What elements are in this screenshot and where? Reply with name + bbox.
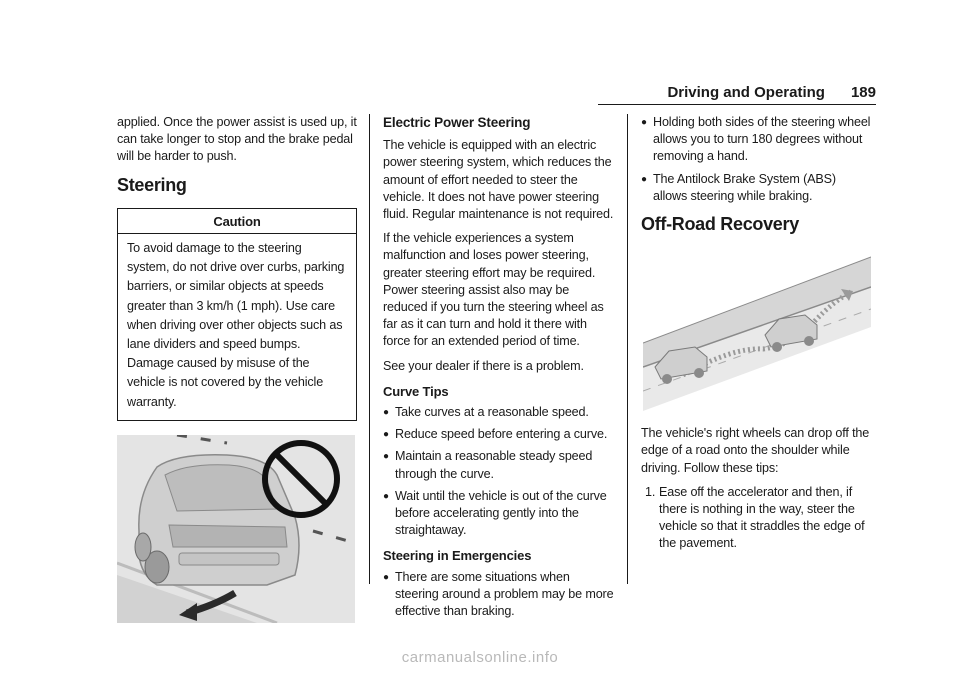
caution-text: To avoid damage to the steering system, do not drive over curbs, parking barriers, or similar objects at speeds greater than 3 km/h (1 mph). Use care when driving over other objects such as lane dividers and speed bumps. Damage caused by misuse of the vehicle is not covered by the vehicle warranty. — [127, 241, 345, 409]
bullet-icon: ● — [383, 451, 389, 463]
bullet-icon: ● — [641, 117, 647, 128]
list-item: ● Reduce speed before entering a curve. — [383, 426, 615, 443]
bullet-icon: ● — [383, 429, 389, 441]
bullet-icon: ● — [641, 173, 647, 185]
eps-paragraph-2: If the vehicle experiences a system malfunction and loses power steering, greater steering effort may be required. Power steering assist also may be reduced if you turn the steering wheel as far as it can turn and hold it there with force for an extended period of time. — [383, 231, 604, 349]
step-number: 1. — [645, 484, 656, 499]
column-left — [117, 114, 357, 623]
caution-rule — [118, 233, 356, 234]
watermark: carmanualsonline.info — [401, 649, 559, 666]
steering-heading: Steering — [117, 174, 187, 195]
curve-tips-heading: Curve Tips — [383, 383, 449, 399]
list-item: ● There are some situations when steering around a problem may be more effective than braking. — [383, 569, 614, 619]
column-divider — [627, 114, 628, 584]
curve-tips-list — [383, 404, 615, 539]
eps-paragraph-1: The vehicle is equipped with an electric power steering system, which reduces the amount of effort needed to steer the vehicle. It does not have power steering fluid. Regular maintenance is not required. — [383, 138, 614, 222]
column-divider — [369, 114, 370, 584]
caution-title: Caution — [213, 213, 261, 229]
off-road-recovery-illustration — [643, 247, 871, 411]
caution-box — [117, 208, 357, 421]
emergencies-heading: Steering in Emergencies — [383, 548, 532, 564]
list-item: ● Holding both sides of the steering wheel allows you to turn 180 degrees without removing a hand. — [641, 115, 871, 164]
bullet-icon: ● — [383, 407, 389, 419]
road-recovery-icon — [643, 247, 871, 411]
list-item — [645, 484, 873, 553]
list-item: ● Take curves at a reasonable speed. — [383, 404, 615, 421]
emergencies-list — [383, 569, 615, 621]
eps-paragraph-3: See your dealer if there is a problem. — [383, 358, 584, 373]
list-item: ● Wait until the vehicle is out of the curve before accelerating gently into the straightaway. — [383, 488, 607, 538]
column-middle — [383, 114, 615, 625]
eps-heading: Electric Power Steering — [383, 115, 531, 130]
column-right — [641, 114, 873, 553]
intro-paragraph: applied. Once the power assist is used up, it can take longer to stop and the brake pedal will be harder to push. — [117, 115, 357, 164]
bullet-icon: ● — [383, 490, 389, 502]
section-title: Driving and Operating — [667, 84, 825, 101]
off-road-recovery-heading: Off-Road Recovery — [641, 214, 799, 235]
bullet-icon: ● — [383, 571, 389, 583]
header-rule — [598, 104, 876, 105]
list-item: ● The Antilock Brake System (ABS) allows steering while braking. — [641, 171, 836, 203]
page-number: 189 — [850, 84, 876, 101]
curb-warning-illustration — [117, 435, 355, 623]
off-road-paragraph: The vehicle's right wheels can drop off the edge of a road onto the shoulder while driving. Follow these tips: — [641, 426, 870, 475]
steering-tips-list — [641, 114, 873, 205]
list-item: ● Maintain a reasonable steady speed through the curve. — [383, 449, 593, 481]
off-road-steps — [641, 484, 873, 553]
page-header — [667, 84, 876, 101]
step-text: Ease off the accelerator and then, if there is nothing in the way, steer the vehicle so that it straddles the edge of the pavement. — [659, 484, 865, 551]
vehicle-curb-icon — [117, 435, 355, 623]
